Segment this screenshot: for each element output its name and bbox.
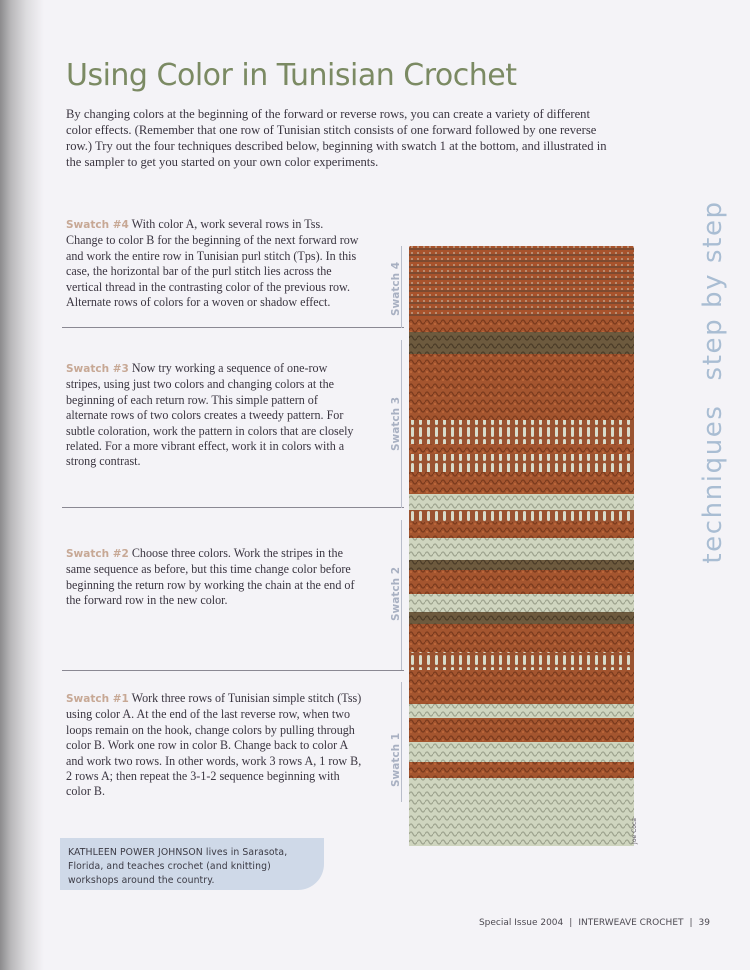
swatch-2-description bbox=[66, 546, 362, 609]
swatch-4-description bbox=[66, 217, 362, 310]
swatch-4-heading: Swatch #4 bbox=[66, 219, 129, 231]
swatch-divider bbox=[62, 327, 404, 328]
swatch-2-heading: Swatch #2 bbox=[66, 548, 129, 560]
swatch-4-label: Swatch 4 bbox=[390, 261, 402, 317]
page-title: Using Color in Tunisian Crochet bbox=[66, 58, 517, 93]
page-gutter-shadow bbox=[0, 0, 44, 970]
section-tag-right: step by step bbox=[698, 200, 728, 381]
swatch-4-text: With color A, work several rows in Tss. Change to color B for the beginning of the next forward row and work the entire row in Tunisian purl stitch (Tps). In this case, the horizontal bar of the purl stitch lies across the vertical thread in the contrasting color of the previous row. Alternate rows of colors for a woven or shadow effect. bbox=[66, 217, 359, 310]
swatch-2-label: Swatch 2 bbox=[390, 566, 402, 622]
swatch-3-heading: Swatch #3 bbox=[66, 363, 129, 375]
footer-magazine: INTERWEAVE CROCHET bbox=[578, 918, 684, 928]
page-footer bbox=[440, 918, 710, 928]
swatch-divider bbox=[62, 507, 404, 508]
swatch-1-label: Swatch 1 bbox=[390, 732, 402, 788]
footer-separator: | bbox=[689, 918, 693, 928]
swatch-3-description bbox=[66, 361, 362, 470]
swatch-1-heading: Swatch #1 bbox=[66, 693, 129, 705]
swatch-1-description bbox=[66, 691, 362, 800]
photo-credit: Joe Coca bbox=[631, 818, 638, 844]
swatch-2-text: Choose three colors. Work the stripes in the same sequence as before, but this time change color before beginning the return row by working the chain at the end of the forward row in the new color. bbox=[66, 546, 355, 608]
section-tag bbox=[693, 202, 733, 562]
swatch-3-text: Now try working a sequence of one-row stripes, using just two colors and changing colors at the beginning of each return row. This simple pattern of alternate rows of two colors creates a tweedy pattern. For subtle coloration, work the pattern in colors that are closely related. For a more vibrant effect, work it in colors with a strong contrast. bbox=[66, 361, 354, 469]
footer-page-number: 39 bbox=[698, 918, 710, 928]
swatch-divider bbox=[62, 670, 404, 671]
footer-issue: Special Issue 2004 bbox=[478, 918, 564, 928]
swatch-1-text: Work three rows of Tunisian simple stitch (Tss) using color A. At the end of the last reverse row, when two loops remain on the hook, change colors by pulling through color B. Work one row in color B. Change back to color A and work two rows. In other words, work 3 rows A, 1 row B, 2 rows A; then repeat the 3-1-2 sequence beginning with color B. bbox=[66, 691, 362, 799]
crochet-sampler-photo bbox=[409, 246, 634, 846]
swatch-3-label: Swatch 3 bbox=[390, 396, 402, 452]
intro-paragraph: By changing colors at the beginning of the forward or reverse rows, you can create a variety of different color effects. (Remember that one row of Tunisian stitch consists of one forward followed by one reverse row.) Try out the four techniques described below, beginning with swatch 1 at the bottom, and illustrated in the sampler to get you started on your own color experiments. bbox=[66, 107, 607, 170]
author-bio-box: KATHLEEN POWER JOHNSON lives in Sarasota, Florida, and teaches crochet (and knitting) workshops around the country. bbox=[60, 838, 324, 890]
section-tag-left: techniques bbox=[698, 404, 728, 564]
footer-separator: | bbox=[569, 918, 573, 928]
